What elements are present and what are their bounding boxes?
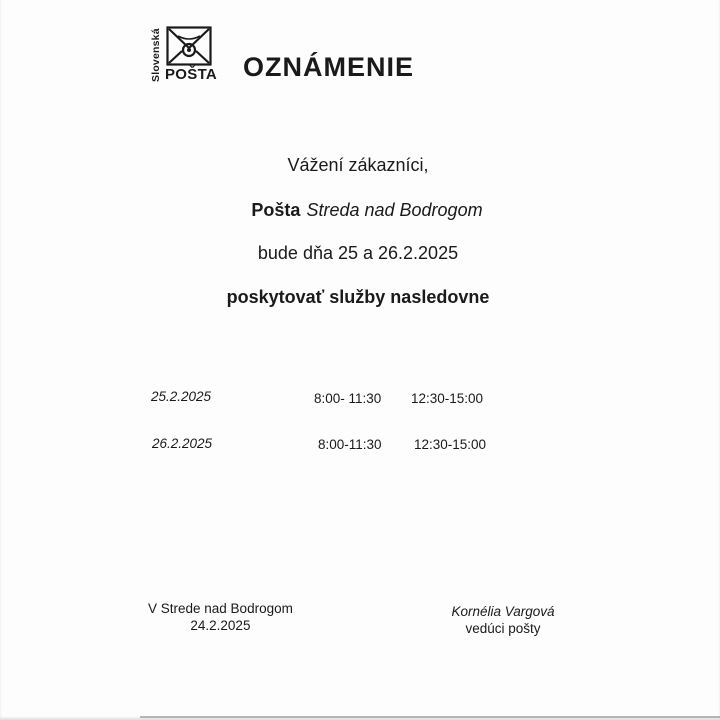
slovenska-posta-logo xyxy=(150,22,222,86)
post-horn-icon xyxy=(166,26,212,66)
branch-name: Streda nad Bodrogom xyxy=(306,200,483,220)
signer-name: Kornélia Vargová xyxy=(451,604,555,619)
schedule-date: 25.2.2025 xyxy=(151,389,212,404)
footer-place: V Strede nad Bodrogom xyxy=(148,601,293,616)
date-line: bude dňa 25 a 26.2.2025 xyxy=(257,243,459,263)
branch-line xyxy=(251,200,482,221)
schedule-afternoon-hours: 12:30-15:00 xyxy=(414,437,487,452)
footer-date: 24.2.2025 xyxy=(190,618,251,633)
schedule-date: 26.2.2025 xyxy=(152,436,213,451)
logo-vertical-label: Slovenská xyxy=(150,28,162,82)
signer-role: vedúci pošty xyxy=(465,621,541,636)
logo-vertical-text xyxy=(150,22,164,82)
schedule-morning-hours: 8:00-11:30 xyxy=(318,437,382,452)
greeting: Vážení zákazníci, xyxy=(287,155,429,175)
page-title: OZNÁMENIE xyxy=(243,52,414,82)
branch-label: Pošta xyxy=(251,200,301,220)
footer-signature-block xyxy=(448,603,558,637)
schedule-afternoon-hours: 12:30-15:00 xyxy=(411,391,484,406)
schedule-morning-hours: 8:00- 11:30 xyxy=(314,391,382,406)
footer-place-date xyxy=(148,600,293,634)
logo-text: POŠTA xyxy=(165,66,218,83)
page-bottom-edge xyxy=(140,716,720,718)
services-line: poskytovať služby nasledovne xyxy=(226,287,490,307)
